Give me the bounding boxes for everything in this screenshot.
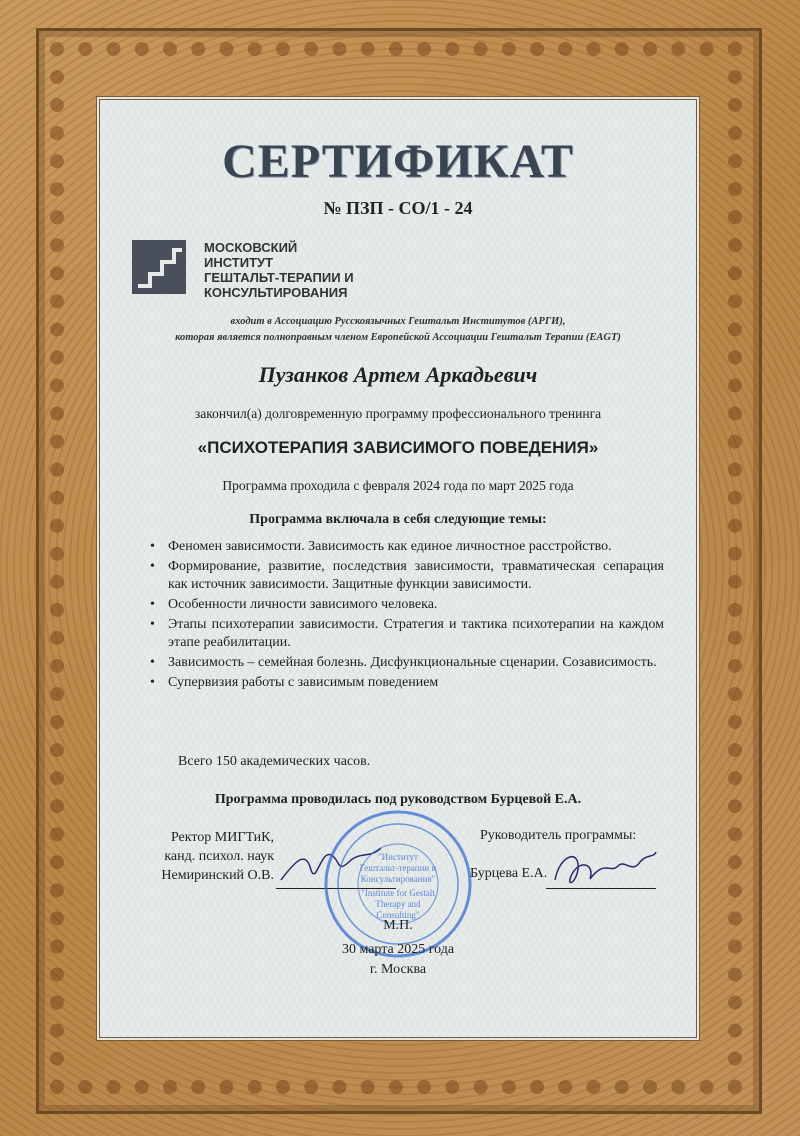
topic-item: • Супервизия работы с зависимым поведением [148, 674, 664, 692]
recipient-name: Пузанков Артем Аркадьевич [258, 362, 538, 387]
program-title: «ПСИХОТЕРАПИЯ ЗАВИСИМОГО ПОВЕДЕНИЯ» [197, 438, 599, 457]
rector-degree: канд. психол. наук [164, 849, 274, 864]
certificate-title: СЕРТИФИКАТ [222, 135, 574, 188]
topic-item: • Зависимость – семейная болезнь. Дисфункциональные сценарии. Созависимость. [148, 654, 664, 672]
institute-name [204, 240, 444, 300]
certificate-panel [96, 96, 700, 1041]
institute-logo-icon [132, 240, 186, 294]
topic-item: • Этапы психотерапии зависимости. Стратегия и тактика психотерапии на каждом этапе реабилитации. [148, 616, 664, 652]
certificate-number: № ПЗП - СО/1 - 24 [323, 198, 473, 218]
institute-seal-icon [322, 808, 474, 960]
program-period: Программа проходила с февраля 2024 года по март 2025 года [222, 478, 574, 493]
topics-list [148, 538, 664, 694]
institute-name-line: КОНСУЛЬТИРОВАНИЯ [204, 285, 348, 300]
seal-text-line: Therapy and [375, 899, 421, 909]
affiliation-note [100, 314, 696, 346]
rector-name: Немиринский О.В. [161, 868, 274, 883]
topic-item: • Формирование, развитие, последствия зависимости, травматическая сепарация как источник зависимости. Защитные функции зависимости. [148, 558, 664, 594]
affiliation-line: входит в Ассоциацию Русскоязычных Гештальт Институтов (АРГИ), [230, 316, 566, 327]
rector-signature-block [124, 828, 274, 885]
total-hours: Всего 150 академических часов. [178, 754, 371, 769]
institute-name-line: ГЕШТАЛЬТ-ТЕРАПИИ И [204, 270, 354, 285]
issue-city: г. Москва [369, 962, 427, 977]
institute-name-line: МОСКОВСКИЙ [204, 240, 298, 255]
program-lead-title: Руководитель программы: [480, 828, 637, 843]
seal-text-line: "Институт [378, 852, 418, 862]
seal-text-line: Консультирования" [360, 874, 436, 884]
program-supervisor: Программа проводилась под руководством Бурцевой Е.А. [214, 792, 582, 807]
completed-text: закончил(а) долговременную программу профессионального тренинга [194, 406, 602, 421]
topic-item: • Особенности личности зависимого человека. [148, 596, 664, 614]
seal-text-line: Consulting" [376, 910, 420, 920]
program-lead-signature-icon [550, 844, 660, 892]
institute-name-line: ИНСТИТУТ [204, 255, 274, 270]
stamp-place: М.П. [383, 918, 413, 933]
rector-title: Ректор МИГТиК, [170, 830, 274, 845]
seal-text-line: "Institute for Gestalt [361, 888, 435, 898]
affiliation-line: которая является полноправным членом Европейской Ассоциации Гештальт Терапии (EAGT) [175, 332, 621, 343]
program-lead-name: Бурцева Е.А. [470, 866, 548, 881]
seal-text-line: Гештальт-терапии и [359, 863, 437, 873]
topics-heading: Программа включала в себя следующие темы: [249, 512, 547, 527]
issue-date: 30 марта 2025 года [341, 942, 455, 957]
topic-item: • Феномен зависимости. Зависимость как единое личностное расстройство. [148, 538, 664, 556]
